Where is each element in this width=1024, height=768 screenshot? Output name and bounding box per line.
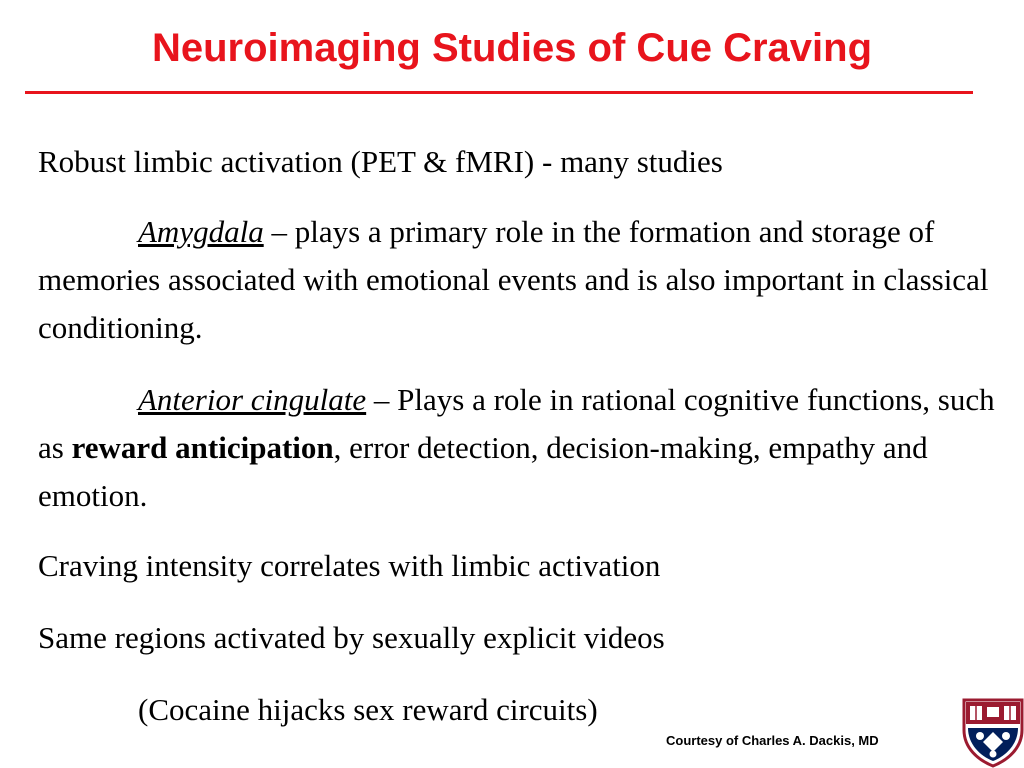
- paragraph-amygdala: [38, 208, 998, 352]
- term-amygdala: Amygdala: [138, 214, 264, 249]
- dash-separator: –: [263, 214, 295, 249]
- amygdala-description: plays a primary role in the formation and storage of memories associated with emotional events and is also important in classical conditioning.: [38, 214, 989, 345]
- anterior-cingulate-description-start: Plays a role in rational cognitive functions, such as: [38, 382, 995, 465]
- slide-title: Neuroimaging Studies of Cue Craving: [151, 26, 873, 70]
- bullet-craving-intensity: Craving intensity correlates with limbic activation: [38, 548, 661, 583]
- bullet-cocaine-hijacks: [38, 686, 998, 734]
- anterior-cingulate-description-end: , error detection, decision-making, empathy and emotion.: [38, 430, 928, 513]
- dash-separator: –: [366, 382, 398, 417]
- bullet-limbic-activation: Robust limbic activation (PET & fMRI) - many studies: [38, 144, 723, 179]
- paragraph-anterior-cingulate: [38, 376, 998, 520]
- title-divider: [25, 91, 973, 94]
- university-shield-icon: [960, 696, 1024, 768]
- bold-reward-anticipation: reward anticipation: [71, 430, 334, 465]
- term-anterior-cingulate: Anterior cingulate: [138, 382, 367, 417]
- credit-caption: Courtesy of Charles A. Dackis, MD: [666, 733, 879, 748]
- bullet-sexual-videos: Same regions activated by sexually explicit videos: [38, 620, 665, 655]
- cocaine-hijacks-text: (Cocaine hijacks sex reward circuits): [138, 692, 598, 727]
